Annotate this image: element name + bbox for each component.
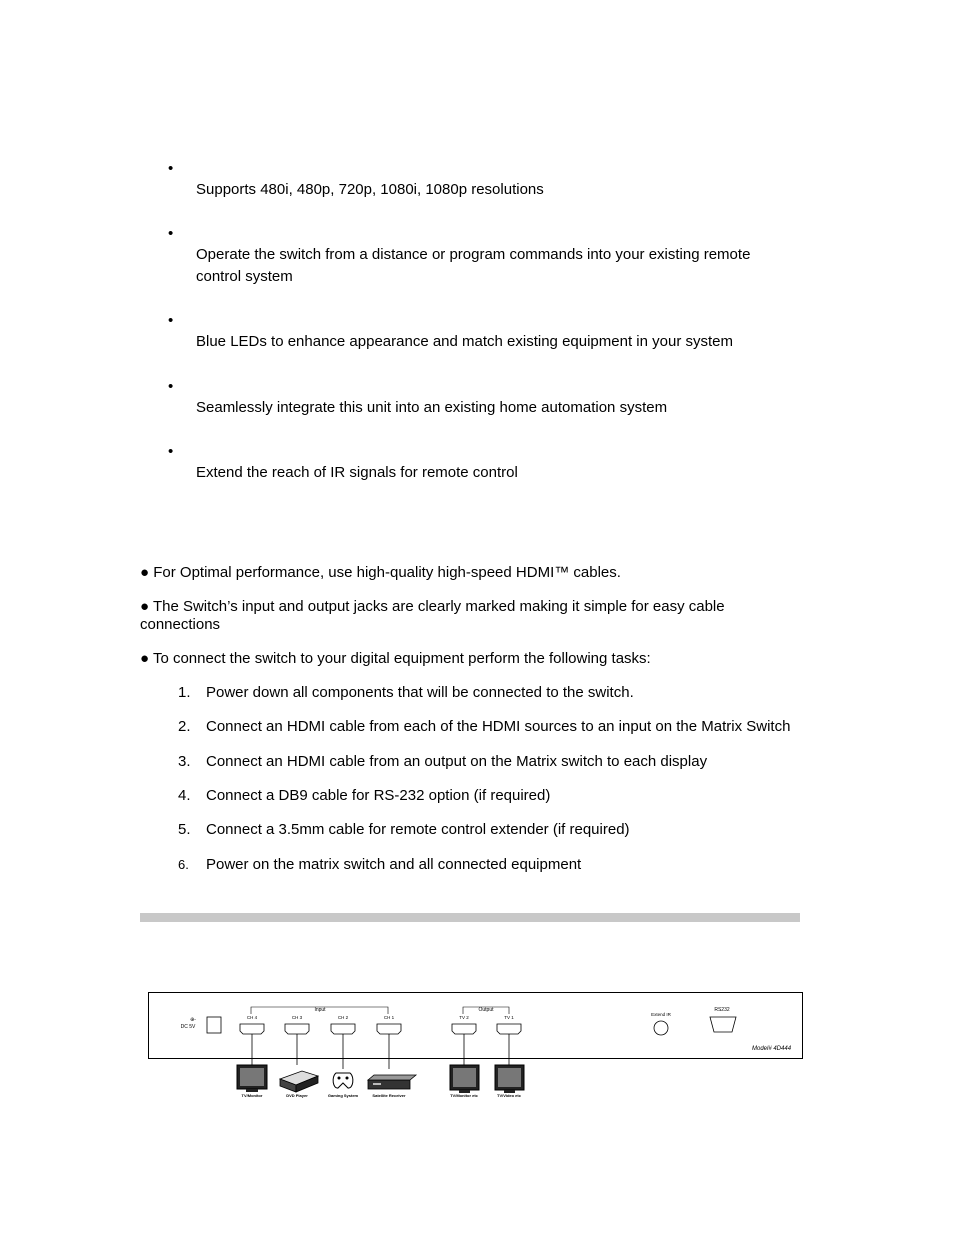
step-text: Connect a DB9 cable for RS-232 option (if required) xyxy=(206,787,551,804)
hdmi-port xyxy=(452,1024,476,1034)
output-label: Output xyxy=(478,1007,494,1013)
feature-bullet: • xyxy=(168,225,174,242)
dc-polarity-icon: ⊕- xyxy=(190,1017,196,1023)
note-connect: ● To connect the switch to your digital equipment perform the following tasks: xyxy=(140,650,651,667)
input-label: Input xyxy=(314,1007,326,1013)
device-label: TV/Video etc xyxy=(497,1093,521,1098)
dc-label: DC 5V xyxy=(180,1024,196,1030)
hdmi-port xyxy=(331,1024,355,1034)
device-label: DVD Player xyxy=(286,1093,308,1098)
port-label: CH 1 xyxy=(383,1015,395,1020)
ir-label: Extend IR xyxy=(651,1012,671,1017)
hdmi-port xyxy=(377,1024,401,1034)
section-divider xyxy=(140,913,800,922)
feature-text: Extend the reach of IR signals for remote control xyxy=(196,464,518,481)
connection-diagram xyxy=(140,985,810,1105)
step-text: Power down all components that will be connected to the switch. xyxy=(206,684,634,701)
port-label: TV 1 xyxy=(504,1015,514,1020)
tv-monitor-icon xyxy=(237,1065,267,1092)
step-number: 2. xyxy=(178,718,191,735)
feature-text: Operate the switch from a distance or program commands into your existing remote control system xyxy=(196,246,751,285)
port-label: CH 3 xyxy=(291,1015,303,1020)
step-text: Power on the matrix switch and all connected equipment xyxy=(206,856,582,873)
tv-monitor-icon xyxy=(495,1065,524,1093)
step-number: 6. xyxy=(178,857,189,872)
ir-jack xyxy=(654,1021,668,1035)
feature-bullet: • xyxy=(168,160,174,177)
port-label: CH 2 xyxy=(337,1015,349,1020)
gaming-controller-icon xyxy=(333,1073,353,1088)
step-item xyxy=(178,684,634,702)
step-number: 5. xyxy=(178,821,191,838)
feature-text: Supports 480i, 480p, 720p, 1080i, 1080p resolutions xyxy=(196,181,544,198)
step-text: Connect an HDMI cable from an output on the Matrix switch to each display xyxy=(206,753,708,770)
step-item xyxy=(178,753,707,771)
step-text: Connect a 3.5mm cable for remote control extender (if required) xyxy=(206,821,630,838)
step-item xyxy=(178,787,550,805)
feature-text: Blue LEDs to enhance appearance and match existing equipment in your system xyxy=(196,333,733,350)
tv-monitor-icon xyxy=(450,1065,479,1093)
feature-bullet: • xyxy=(168,378,174,395)
note-cables: ● For Optimal performance, use high-quality high-speed HDMI™ cables. xyxy=(140,564,621,581)
step-number: 1. xyxy=(178,684,191,701)
note-jacks: ● The Switch’s input and output jacks are clearly marked making it simple for easy cable connections xyxy=(140,598,725,633)
hdmi-port xyxy=(240,1024,264,1034)
step-number: 3. xyxy=(178,753,191,770)
feature-bullet: • xyxy=(168,443,174,460)
step-number: 4. xyxy=(178,787,191,804)
feature-text: Seamlessly integrate this unit into an existing home automation system xyxy=(196,399,668,416)
device-label: TV/Monitor etc xyxy=(450,1093,478,1098)
step-item xyxy=(178,718,790,736)
step-text: Connect an HDMI cable from each of the HDMI sources to an input on the Matrix Switch xyxy=(206,718,791,735)
model-label: Model# 4D444 xyxy=(752,1046,792,1052)
db9-port xyxy=(710,1017,736,1032)
feature-bullet: • xyxy=(168,312,174,329)
device-label: Satellite Receiver xyxy=(372,1093,406,1098)
port-label: TV 2 xyxy=(459,1015,469,1020)
dc-jack xyxy=(207,1017,221,1033)
hdmi-port xyxy=(497,1024,521,1034)
hdmi-port xyxy=(285,1024,309,1034)
device-label: TV/Monitor xyxy=(241,1093,263,1098)
step-item xyxy=(178,821,630,839)
satellite-receiver-icon xyxy=(368,1075,416,1089)
step-item xyxy=(178,856,581,874)
device-label: Gaming System xyxy=(327,1093,359,1098)
rs232-label: RS232 xyxy=(714,1007,730,1013)
dvd-player-icon xyxy=(280,1071,318,1092)
port-label: CH 4 xyxy=(246,1015,258,1020)
